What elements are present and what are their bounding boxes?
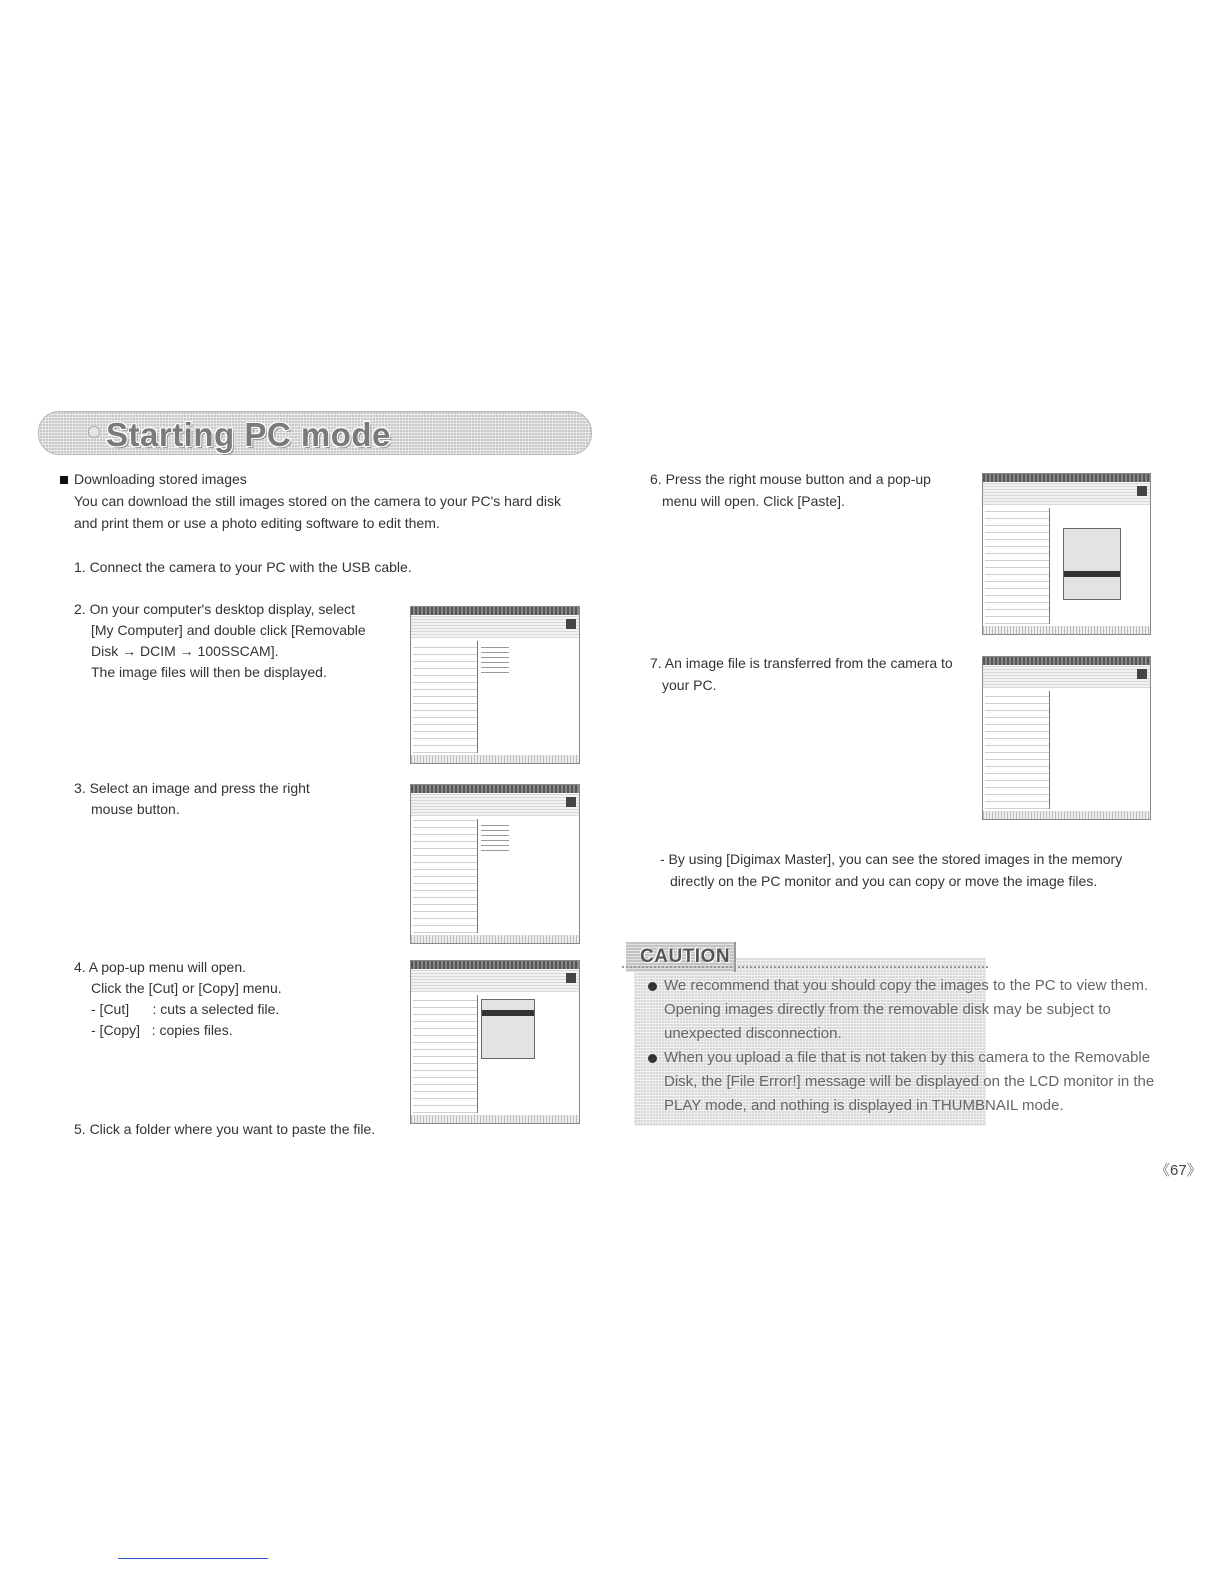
caution-bullet-icon (648, 1054, 657, 1063)
step-2-text: [My Computer] and double click [Removable (91, 622, 366, 638)
intro-line: and print them or use a photo editing software to edit them. (74, 515, 440, 531)
step-4-text: - [Cut] : cuts a selected file. (91, 1001, 280, 1017)
note-line: directly on the PC monitor and you can copy or move the image files. (670, 873, 1098, 889)
caution-line: We recommend that you should copy the images to the PC to view them. (664, 977, 1149, 994)
step-1-text: 1. Connect the camera to your PC with the USB cable. (74, 559, 412, 575)
intro-heading: Downloading stored images (74, 471, 247, 487)
step-4-text: 4. A pop-up menu will open. (74, 959, 247, 975)
step-6-text: menu will open. Click [Paste]. (662, 493, 845, 509)
screenshot-cut-copy-menu (410, 960, 580, 1124)
step-7-text: 7. An image file is transferred from the camera to (650, 655, 953, 671)
footer-link-line (118, 1558, 268, 1559)
step-6-text: 6. Press the right mouse button and a pop-up (650, 471, 931, 487)
step-2-text: Disk → DCIM → 100SSCAM]. (91, 643, 279, 659)
step-4-text: - [Copy] : copies files. (91, 1022, 233, 1038)
screenshot-transferred-file (982, 656, 1151, 820)
caution-title: CAUTION (640, 946, 731, 967)
step-7-text: your PC. (662, 677, 717, 693)
close-icon (1137, 669, 1147, 679)
caution-divider (622, 966, 988, 968)
caution-bullet-icon (648, 982, 657, 991)
close-icon (566, 797, 576, 807)
screenshot-select-image (410, 784, 580, 944)
close-icon (1137, 486, 1147, 496)
close-icon (566, 619, 576, 629)
close-icon (566, 973, 576, 983)
section-title: Starting PC mode (106, 416, 391, 453)
step-3-text: 3. Select an image and press the right (74, 780, 310, 796)
note-line: - By using [Digimax Master], you can see the stored images in the memory (660, 851, 1123, 867)
caution-line: PLAY mode, and nothing is displayed in THUMBNAIL mode. (664, 1097, 1064, 1114)
screenshot-explorer-folder (410, 606, 580, 764)
caution-line: When you upload a file that is not taken by this camera to the Removable (664, 1049, 1151, 1066)
caution-line: Opening images directly from the removable disk may be subject to (664, 1001, 1111, 1018)
caution-line: Disk, the [File Error!] message will be displayed on the LCD monitor in the (664, 1073, 1155, 1090)
step-5-text: 5. Click a folder where you want to paste the file. (74, 1121, 376, 1137)
step-3-text: mouse button. (91, 801, 180, 817)
step-4-text: Click the [Cut] or [Copy] menu. (91, 980, 282, 996)
screenshot-paste-menu (982, 473, 1151, 635)
intro-line: You can download the still images stored on the camera to your PC's hard disk (74, 493, 561, 509)
page-number: 《67》 (1155, 1162, 1202, 1179)
banner-dot-icon (88, 426, 100, 438)
caution-line: unexpected disconnection. (664, 1025, 842, 1042)
step-2-text: The image files will then be displayed. (91, 664, 327, 680)
step-2-text: 2. On your computer's desktop display, select (74, 601, 355, 617)
square-bullet-icon (60, 476, 68, 484)
